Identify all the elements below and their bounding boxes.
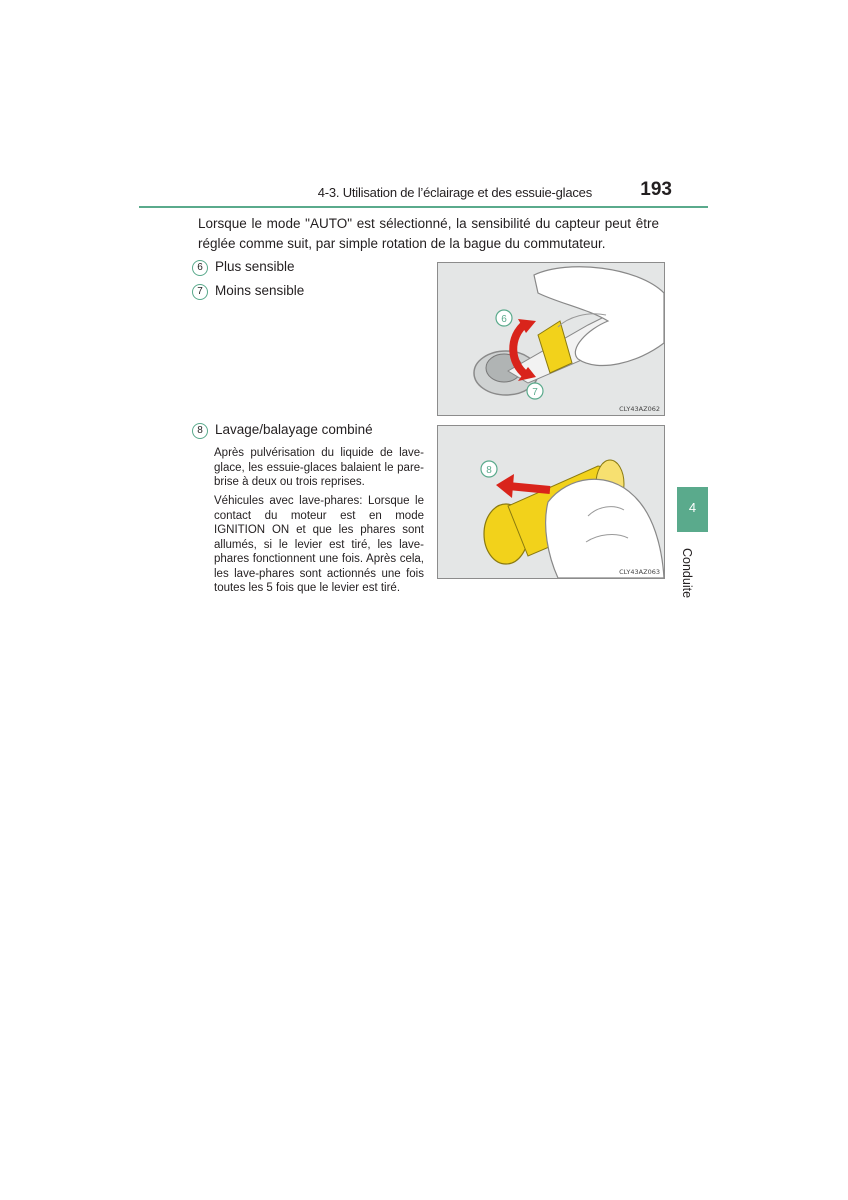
figure2-callout-8: 8 [486,465,492,476]
intro-paragraph: Lorsque le mode "AUTO" est sélectionné, la sensibilité du capteur peut être réglée comme suit, par simple rotation de la bague du commutateur. [198,216,659,251]
figure1-callout-6: 6 [501,314,507,325]
page-number: 193 [640,179,672,200]
chapter-label: Conduite [680,548,694,599]
list-item-6 [192,259,295,276]
list-item-8 [192,422,373,439]
wash-lever-illustration [438,426,664,578]
section-title: 4-3. Utilisation de l’éclairage et des essuie-glaces [317,185,592,200]
number-circle-8: 8 [192,423,208,439]
figure1-callout-7: 7 [532,387,538,398]
item-label-8: Lavage/balayage combiné [215,422,373,437]
item8-paragraph-1: Après pulvérisation du liquide de lave-glace, les essuie-glaces balaient le pare-brise à deux ou trois reprises. [214,447,424,488]
number-circle-7: 7 [192,284,208,300]
sensitivity-ring-illustration [438,263,664,415]
number-circle-6: 6 [192,260,208,276]
list-item-7 [192,283,304,300]
item8-paragraph-2: Véhicules avec lave-phares: Lorsque le contact du moteur est en mode IGNITION ON et que les phares sont allumés, si le levier est tiré, les lave-phares fonctionnent une fois. Après cela, les lave-phares sont actionnés une fois toutes les 5 fois que le levier est tiré. [214,495,424,594]
figure-wash-lever [437,425,665,579]
figure-sensitivity-ring [437,262,665,416]
figure1-code: CLY43AZ062 [619,405,660,413]
figure2-code: CLY43AZ063 [619,568,660,576]
item-label-7: Moins sensible [215,283,305,298]
header-rule [139,206,708,208]
chapter-tab: 4 [677,487,708,532]
item-label-6: Plus sensible [215,259,295,274]
